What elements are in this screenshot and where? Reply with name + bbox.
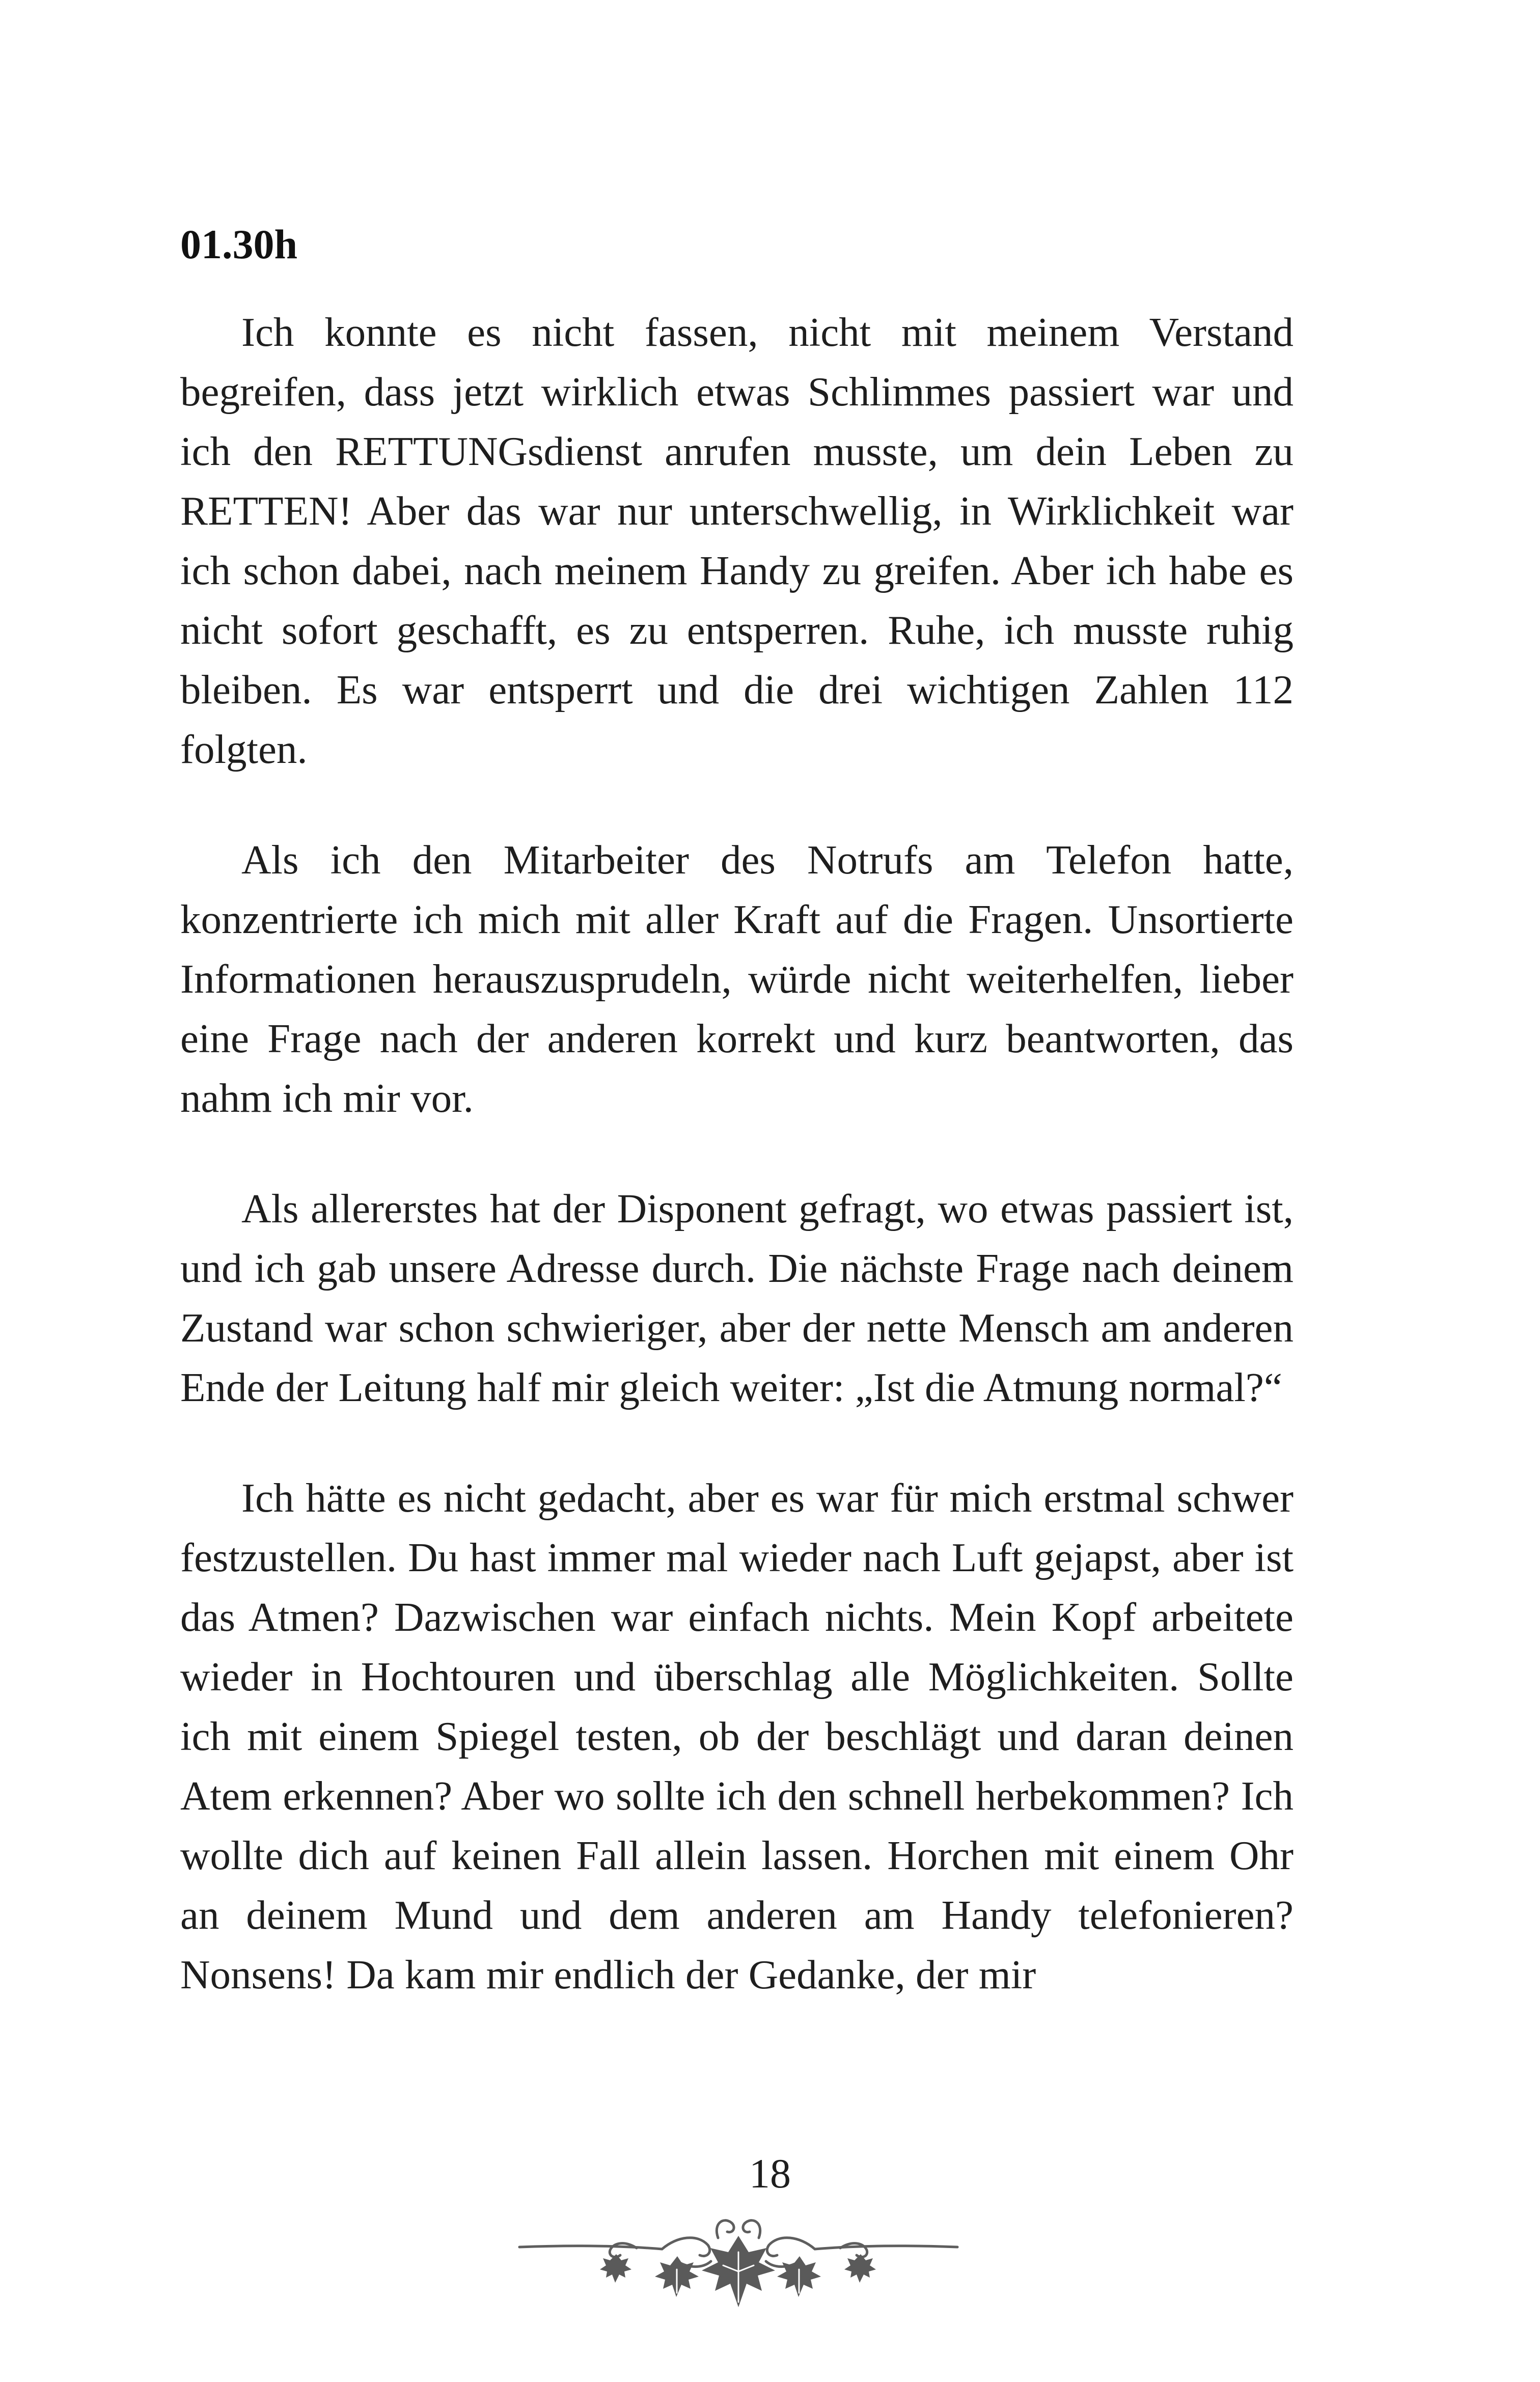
section-heading: 01.30h xyxy=(180,221,298,267)
page-number: 18 xyxy=(749,2150,791,2197)
text-block xyxy=(180,219,1294,2005)
paragraph-4: Ich hätte es nicht gedacht, aber es war für mich erstmal schwer festzustellen. Du hast immer mal wieder nach Luft gejapst, aber ist das Atmen? Dazwischen war einfach nichts. Mein Kopf arbeitete wieder in Hochtouren und überschlag alle Möglichkeiten. Sollte ich mit einem Spiegel testen, ob der beschlägt und daran deinen Atem erkennen? Aber wo sollte ich den schnell herbekommen? Ich wollte dich auf keinen Fall allein lassen. Horchen mit einem Ohr an deinem Mund und dem anderen am Handy telefonieren? Nonsens! Da kam mir endlich der Gedanke, der mir xyxy=(180,1475,1294,1997)
paragraph-1: Ich konnte es nicht fassen, nicht mit meinem Verstand begreifen, dass jetzt wirklich etwas Schlimmes passiert war und ich den RETTUNGsdienst anrufen musste, um dein Leben zu RETTEN! Aber das war nur unterschwellig, in Wirklichkeit war ich schon dabei, nach meinem Handy zu greifen. Aber ich habe es nicht sofort geschafft, es zu entsperren. Ruhe, ich musste ruhig bleiben. Es war entsperrt und die drei wichtigen Zahlen 112 folgten. xyxy=(180,309,1294,772)
leaf-vine-ornament-icon xyxy=(509,2205,968,2328)
paragraph-3: Als allererstes hat der Disponent gefragt, wo etwas passiert ist, und ich gab unsere Adresse durch. Die nächste Frage nach deinem Zustand war schon schwieriger, aber der nette Mensch am anderen Ende der Leitung half mir gleich weiter: „Ist die Atmung normal?“ xyxy=(180,1186,1294,1410)
paragraph-2: Als ich den Mitarbeiter des Notrufs am Telefon hatte, konzentrierte ich mich mit aller Kraft auf die Fragen. Unsortierte Informationen herauszusprudeln, würde nicht weiterhelfen, lieber eine Frage nach der anderen korrekt und kurz beantworten, das nahm ich mir vor. xyxy=(180,837,1294,1121)
